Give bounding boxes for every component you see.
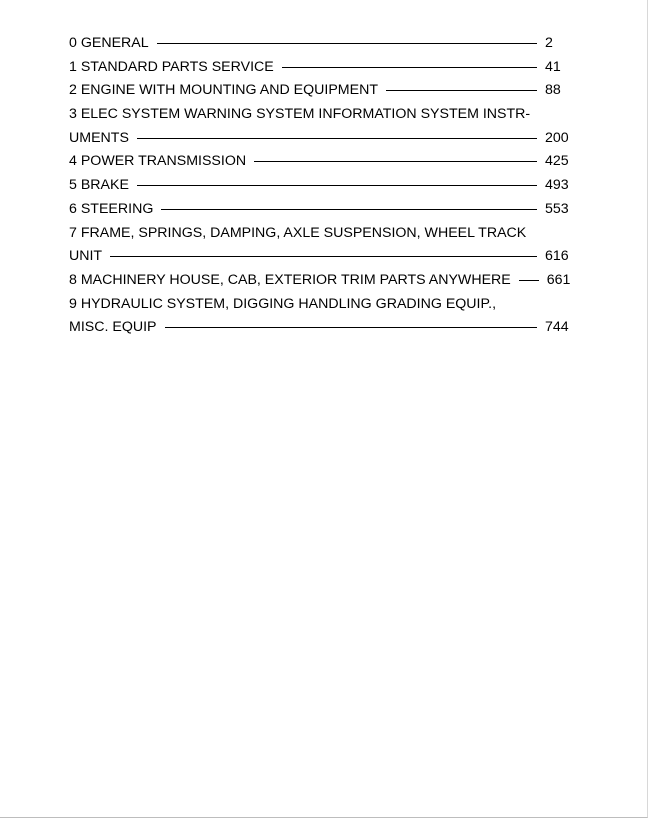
toc-entry-title-continued: UMENTS	[69, 129, 129, 146]
toc-entry-title: 7 FRAME, SPRINGS, DAMPING, AXLE SUSPENSION, WHEEL TRACK	[69, 224, 527, 241]
toc-entry-6-steering[interactable]	[69, 198, 569, 222]
toc-page-number: 41	[545, 58, 561, 75]
toc-leader-line	[110, 256, 537, 257]
toc-entry-title-continued: MISC. EQUIP	[69, 319, 157, 336]
toc-page-number: 425	[545, 153, 569, 170]
toc-entry-7-frame-line-1[interactable]	[69, 222, 569, 246]
toc-entry-title: 9 HYDRAULIC SYSTEM, DIGGING HANDLING GRADING EQUIP.,	[69, 295, 497, 312]
toc-entry-1-standard-parts-service[interactable]	[69, 56, 569, 80]
table-of-contents	[69, 32, 569, 340]
toc-entry-title: 5 BRAKE	[69, 177, 129, 194]
toc-page-number: 493	[545, 177, 569, 194]
toc-leader-line	[386, 90, 537, 91]
toc-leader-line	[254, 161, 537, 162]
toc-entry-9-hydraulic-system-line-1[interactable]	[69, 293, 569, 317]
toc-entry-5-brake[interactable]	[69, 174, 569, 198]
toc-entry-title-continued: UNIT	[69, 248, 103, 265]
toc-leader-line	[165, 327, 537, 328]
toc-entry-4-power-transmission[interactable]	[69, 150, 569, 174]
toc-entry-9-hydraulic-system-line-2[interactable]	[69, 316, 569, 340]
toc-page-number: 744	[545, 319, 569, 336]
toc-page-number: 200	[545, 129, 569, 146]
toc-page-number: 616	[545, 248, 569, 265]
toc-entry-0-general[interactable]	[69, 32, 569, 56]
toc-leader-line	[137, 185, 537, 186]
toc-entry-title: 8 MACHINERY HOUSE, CAB, EXTERIOR TRIM PARTS ANYWHERE	[69, 271, 511, 288]
toc-entry-3-elec-system-line-2[interactable]	[69, 127, 569, 151]
toc-entry-title: 1 STANDARD PARTS SERVICE	[69, 58, 274, 75]
toc-leader-line	[157, 43, 537, 44]
toc-page-number: 661	[546, 271, 571, 288]
toc-entry-title: 6 STEERING	[69, 200, 154, 217]
toc-entry-title: 3 ELEC SYSTEM WARNING SYSTEM INFORMATION SYSTEM INSTR-	[69, 106, 531, 123]
toc-leader-line	[519, 280, 539, 281]
toc-entry-8-machinery-house[interactable]	[69, 269, 569, 293]
toc-entry-2-engine[interactable]	[69, 79, 569, 103]
toc-entry-title: 0 GENERAL	[69, 35, 149, 51]
toc-page-number: 553	[545, 200, 569, 217]
toc-leader-line	[137, 138, 537, 139]
toc-page-number: 2	[545, 35, 553, 51]
toc-entry-title: 4 POWER TRANSMISSION	[69, 153, 247, 170]
toc-entry-3-elec-system-line-1[interactable]	[69, 103, 569, 127]
toc-leader-line	[282, 67, 537, 68]
toc-leader-line	[161, 209, 537, 210]
toc-entry-7-frame-line-2[interactable]	[69, 245, 569, 269]
toc-page-number: 88	[545, 82, 561, 99]
toc-entry-title: 2 ENGINE WITH MOUNTING AND EQUIPMENT	[69, 82, 378, 99]
